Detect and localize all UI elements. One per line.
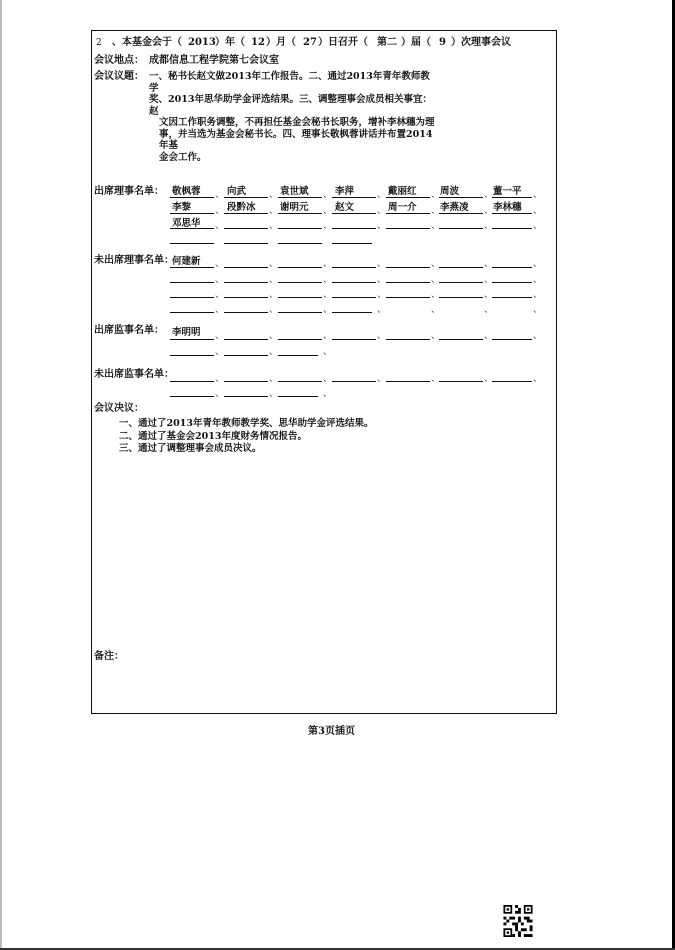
separator-mark: 、 xyxy=(269,206,279,216)
separator-mark: 、 xyxy=(533,275,543,285)
header-session-unit: ）届（ xyxy=(401,37,431,48)
blank-line xyxy=(170,228,214,229)
resolutions-label: 会议决议： xyxy=(94,403,144,414)
absent-directors-label: 未出席理事名单： xyxy=(94,255,174,266)
header-day-unit: ）日召开（ xyxy=(318,37,368,48)
blank-line xyxy=(278,197,322,198)
blank-line xyxy=(170,339,214,340)
separator-mark: 、 xyxy=(533,374,543,384)
separator-mark: 、 xyxy=(269,305,279,315)
header-count: 9 xyxy=(439,37,446,48)
attending-directors-label: 出席理事名单： xyxy=(94,186,164,197)
separator-mark: 、 xyxy=(269,190,279,200)
blank-line xyxy=(386,213,430,214)
blank-line xyxy=(278,355,318,356)
separator-mark: 、 xyxy=(377,221,387,231)
separator-mark: 、 xyxy=(484,190,494,200)
location-value: 成都信息工程学院第七会议室 xyxy=(149,55,279,66)
separator-mark: 、 xyxy=(484,206,494,216)
blank-line xyxy=(278,396,318,397)
separator-mark: 、 xyxy=(431,331,441,341)
agenda-line: 奖、2013年思华助学金评选结果。三、调整理事会成员相关事宜：赵 xyxy=(149,94,432,117)
blank-line xyxy=(224,355,268,356)
blank-line xyxy=(224,297,268,298)
page-label: 第3页插页 xyxy=(308,726,355,737)
separator-mark: 、 xyxy=(533,221,543,231)
separator-mark: 、 xyxy=(215,190,225,200)
separator-mark: 、 xyxy=(323,290,333,300)
agenda-line: 文因工作职务调整，不再担任基金会秘书长职务，增补李林穗为理 xyxy=(159,117,435,128)
separator-mark: 、 xyxy=(484,305,494,315)
director-name: 李黎 xyxy=(172,202,192,213)
resolution-item: 一、通过了2013年青年教师教学奖、思华助学金评选结果。 xyxy=(119,418,374,429)
agenda-label: 会议议题： xyxy=(94,71,144,82)
director-name: 敬枫蓉 xyxy=(172,186,201,197)
blank-line xyxy=(224,339,268,340)
separator-mark: 、 xyxy=(215,374,225,384)
page-edge-left xyxy=(0,0,2,950)
blank-line xyxy=(170,197,214,198)
blank-line xyxy=(439,228,483,229)
separator-mark: 、 xyxy=(215,259,225,269)
separator-mark: 、 xyxy=(533,331,543,341)
blank-line xyxy=(386,339,430,340)
agenda-line: 事，并当选为基金会秘书长。四、理事长敬枫蓉讲话并布置2014年基 xyxy=(159,128,433,151)
blank-line xyxy=(386,282,430,283)
blank-line xyxy=(278,213,322,214)
separator-mark: 、 xyxy=(215,290,225,300)
agenda-line: 金会工作。 xyxy=(159,151,207,163)
director-name: 李燕凌 xyxy=(440,202,469,213)
separator-mark: 、 xyxy=(269,290,279,300)
blank-line xyxy=(224,243,268,244)
location-label: 会议地点： xyxy=(94,55,144,66)
blank-line xyxy=(278,243,322,244)
separator-mark: 、 xyxy=(484,331,494,341)
blank-line xyxy=(492,197,532,198)
blank-line xyxy=(439,213,483,214)
separator-mark: 、 xyxy=(323,331,333,341)
director-name: 周波 xyxy=(440,186,460,197)
header-year-unit: ）年（ xyxy=(215,37,245,48)
blank-line xyxy=(278,312,322,313)
header-year: 2013 xyxy=(188,37,216,48)
director-name: 向武 xyxy=(227,186,247,197)
separator-mark: 、 xyxy=(269,374,279,384)
separator-mark: 、 xyxy=(215,305,225,315)
director-name: 何建新 xyxy=(172,256,201,267)
separator-mark: 、 xyxy=(533,305,543,315)
separator-mark: 、 xyxy=(215,331,225,341)
separator-mark: 、 xyxy=(431,259,441,269)
separator-mark: 、 xyxy=(431,305,441,315)
blank-line xyxy=(278,297,322,298)
separator-mark: 、 xyxy=(533,190,543,200)
separator-mark: 、 xyxy=(484,374,494,384)
blank-line xyxy=(224,282,268,283)
blank-line xyxy=(170,243,214,244)
blank-line xyxy=(332,297,376,298)
director-name: 董一平 xyxy=(493,186,522,197)
blank-line xyxy=(224,267,268,268)
separator-mark: 、 xyxy=(323,221,333,231)
separator-mark: 、 xyxy=(215,275,225,285)
director-name: 李林穗 xyxy=(493,202,522,213)
blank-line xyxy=(492,267,532,268)
separator-mark: 、 xyxy=(269,259,279,269)
separator-mark: 、 xyxy=(484,290,494,300)
blank-line xyxy=(170,355,214,356)
director-name: 段黔冰 xyxy=(227,202,256,213)
header-suffix: ）次理事会议 xyxy=(451,37,511,48)
director-name: 周一介 xyxy=(388,202,417,213)
separator-mark: 、 xyxy=(533,290,543,300)
separator-mark: 、 xyxy=(377,190,387,200)
separator-mark: 、 xyxy=(533,259,543,269)
blank-line xyxy=(332,339,376,340)
separator-mark: 、 xyxy=(323,389,333,399)
blank-line xyxy=(386,267,430,268)
separator-mark: 、 xyxy=(431,290,441,300)
separator-mark: 、 xyxy=(269,275,279,285)
header-day: 27 xyxy=(303,37,317,48)
blank-line xyxy=(332,282,376,283)
separator-mark: 、 xyxy=(323,259,333,269)
resolution-item: 二、通过了基金会2013年度财务情况报告。 xyxy=(119,431,307,442)
remarks-label: 备注： xyxy=(94,651,124,662)
separator-mark: 、 xyxy=(269,331,279,341)
director-name: 谢明元 xyxy=(280,202,309,213)
separator-mark: 、 xyxy=(215,206,225,216)
blank-line xyxy=(332,243,372,244)
separator-mark: 、 xyxy=(323,190,333,200)
separator-mark: 、 xyxy=(431,190,441,200)
separator-mark: 、 xyxy=(377,259,387,269)
header-session: 第二 xyxy=(377,37,397,48)
blank-line xyxy=(170,213,214,214)
blank-line xyxy=(224,312,268,313)
blank-line xyxy=(170,396,214,397)
blank-line xyxy=(278,228,322,229)
separator-mark: 、 xyxy=(269,347,279,357)
separator-mark: 、 xyxy=(269,221,279,231)
blank-line xyxy=(170,312,214,313)
blank-line xyxy=(278,282,322,283)
separator-mark: 、 xyxy=(484,259,494,269)
blank-line xyxy=(332,267,376,268)
separator-mark: 、 xyxy=(215,389,225,399)
separator-mark: 、 xyxy=(431,221,441,231)
blank-line xyxy=(492,381,532,382)
blank-line xyxy=(170,282,214,283)
separator-mark: 、 xyxy=(377,275,387,285)
header-num: 2 xyxy=(96,38,102,48)
blank-line xyxy=(386,297,430,298)
blank-line xyxy=(439,339,483,340)
separator-mark: 、 xyxy=(323,374,333,384)
blank-line xyxy=(278,339,322,340)
director-name: 戴丽红 xyxy=(388,186,417,197)
blank-line xyxy=(224,228,268,229)
blank-line xyxy=(170,381,214,382)
separator-mark: 、 xyxy=(533,206,543,216)
qr-code-icon xyxy=(503,905,533,937)
agenda-text xyxy=(149,71,439,163)
separator-mark: 、 xyxy=(431,275,441,285)
blank-line xyxy=(439,282,483,283)
separator-mark: 、 xyxy=(269,389,279,399)
separator-mark: 、 xyxy=(377,331,387,341)
director-name: 邓思华 xyxy=(172,218,201,229)
blank-line xyxy=(492,282,532,283)
blank-line xyxy=(386,228,430,229)
separator-mark: 、 xyxy=(215,221,225,231)
separator-mark: 、 xyxy=(323,275,333,285)
header-prefix: 、本基金会于（ xyxy=(112,37,182,48)
blank-line xyxy=(332,213,376,214)
blank-line xyxy=(332,197,376,198)
director-name: 李萍 xyxy=(335,186,355,197)
blank-line xyxy=(278,267,322,268)
header-month-unit: ）月（ xyxy=(266,37,296,48)
director-name: 袁世斌 xyxy=(280,186,309,197)
agenda-line: 一、秘书长赵文做2013年工作报告。二、通过2013年青年教师教学 xyxy=(149,71,430,94)
blank-line xyxy=(492,213,532,214)
director-name: 赵文 xyxy=(335,202,355,213)
separator-mark: 、 xyxy=(431,206,441,216)
blank-line xyxy=(170,297,214,298)
blank-line xyxy=(278,381,322,382)
separator-mark: 、 xyxy=(377,305,387,315)
blank-line xyxy=(492,339,532,340)
separator-mark: 、 xyxy=(484,221,494,231)
separator-mark: 、 xyxy=(431,374,441,384)
separator-mark: 、 xyxy=(377,374,387,384)
separator-mark: 、 xyxy=(484,275,494,285)
blank-line xyxy=(224,197,268,198)
blank-line xyxy=(439,381,483,382)
blank-line xyxy=(170,267,214,268)
blank-line xyxy=(386,381,430,382)
blank-line xyxy=(224,381,268,382)
blank-line xyxy=(492,297,532,298)
blank-line xyxy=(386,197,430,198)
absent-supervisors-label: 未出席监事名单： xyxy=(94,369,174,380)
resolution-item: 三、通过了调整理事会成员决议。 xyxy=(119,443,262,454)
blank-line xyxy=(439,297,483,298)
blank-line xyxy=(492,228,532,229)
separator-mark: 、 xyxy=(323,347,333,357)
blank-line xyxy=(332,312,372,313)
separator-mark: 、 xyxy=(377,290,387,300)
separator-mark: 、 xyxy=(215,347,225,357)
header-month: 12 xyxy=(251,37,265,48)
blank-line xyxy=(332,228,376,229)
separator-mark: 、 xyxy=(323,206,333,216)
blank-line xyxy=(224,396,268,397)
attending-supervisors-label: 出席监事名单： xyxy=(94,325,164,336)
blank-line xyxy=(439,197,483,198)
supervisor-name: 李明明 xyxy=(172,327,201,338)
blank-line xyxy=(224,213,268,214)
blank-line xyxy=(332,381,376,382)
separator-mark: 、 xyxy=(377,206,387,216)
separator-mark: 、 xyxy=(323,305,333,315)
blank-line xyxy=(439,267,483,268)
